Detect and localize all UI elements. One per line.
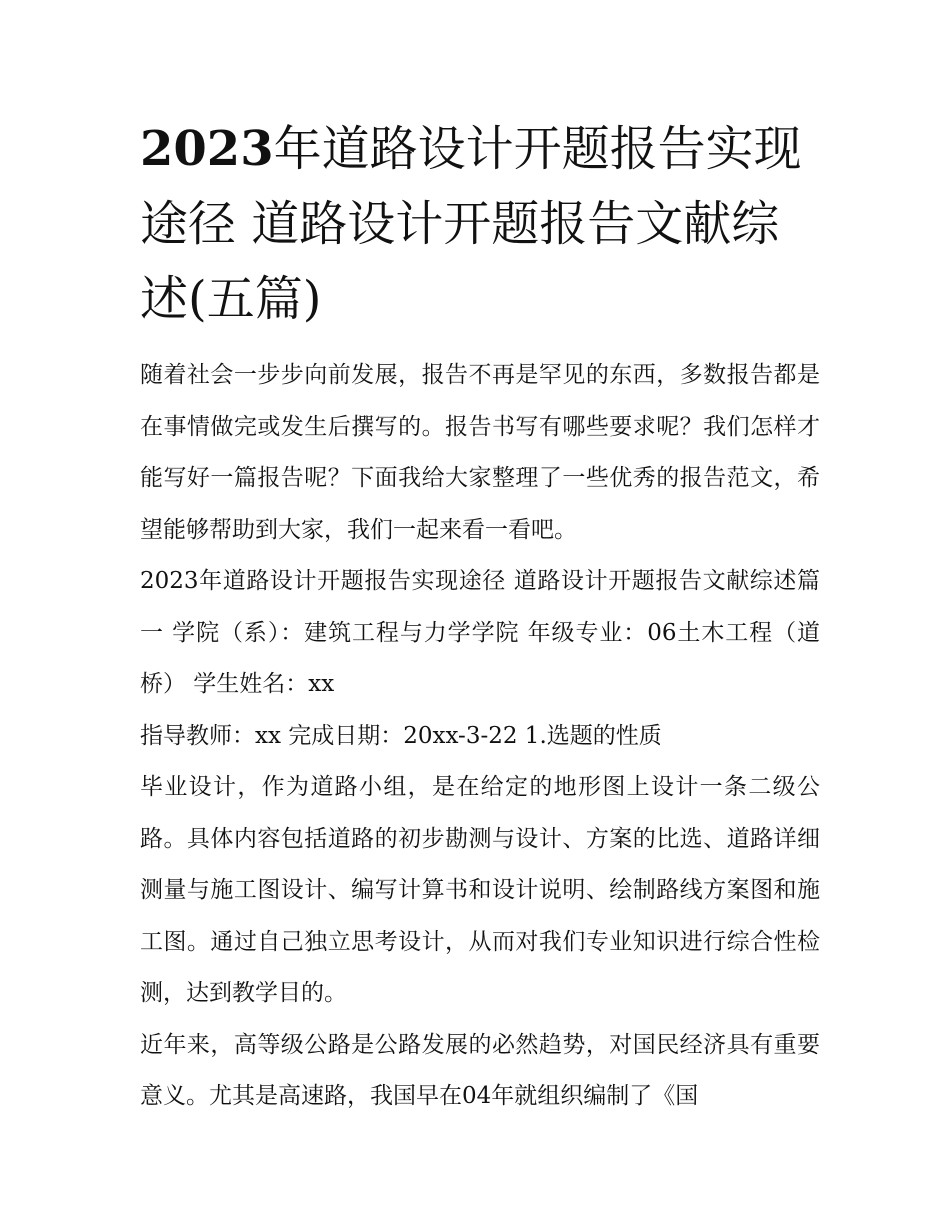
paragraph-background: 近年来，高等级公路是公路发展的必然趋势，对国民经济具有重要意义。尤其是高速路，我国早在04年就组织编制了《国 <box>140 1031 820 1109</box>
paragraph-heading-info: 2023年道路设计开题报告实现途径 道路设计开题报告文献综述篇一 学院（系）：建筑工程与力学学院 年级专业：06土木工程（道桥） 学生姓名：xx <box>140 568 820 697</box>
document-body <box>140 350 820 1123</box>
paragraph-intro: 随着社会一步步向前发展，报告不再是罕见的东西，多数报告都是在事情做完或发生后撰写的。报告书写有哪些要求呢？我们怎样才能写好一篇报告呢？下面我给大家整理了一些优秀的报告范文，希望能够帮助到大家，我们一起来看一看吧。 <box>140 362 820 543</box>
document-title <box>140 112 820 337</box>
paragraph-design-content: 毕业设计，作为道路小组，是在给定的地形图上设计一条二级公路。具体内容包括道路的初步勘测与设计、方案的比选、道路详细测量与施工图设计、编写计算书和设计说明、绘制路线方案图和施工图。通过自己独立思考设计，从而对我们专业知识进行综合性检测，达到教学目的。 <box>140 774 820 1006</box>
title-year: 2023 <box>140 121 274 177</box>
paragraph-advisor-info: 指导教师：xx 完成日期：20xx-3-22 1.选题的性质 <box>140 722 662 749</box>
title-text: 年道路设计开题报告实现途径 道路设计开题报告文献综述(五篇) <box>140 121 802 327</box>
